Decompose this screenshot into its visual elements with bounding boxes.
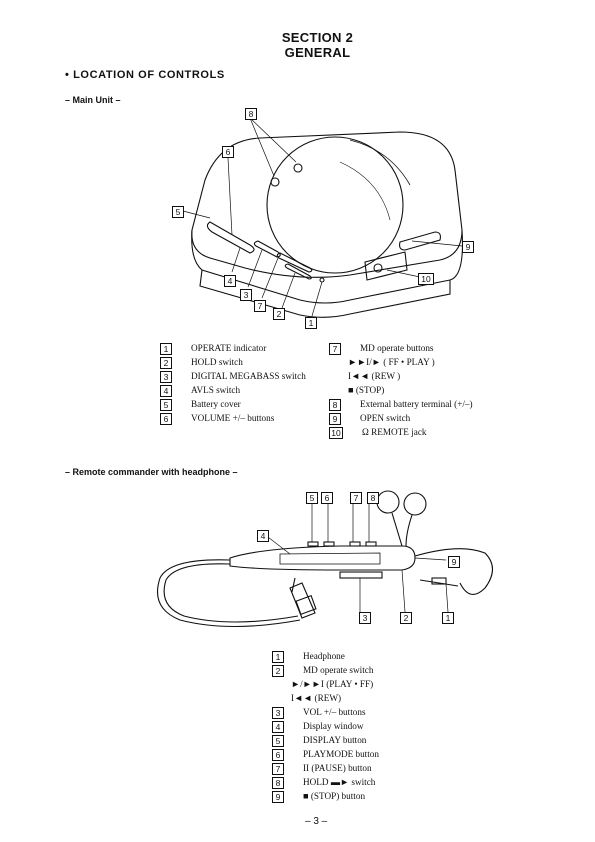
legend-num: 8: [329, 399, 341, 411]
callout-3: 3: [240, 289, 252, 301]
legend-label: DISPLAY button: [303, 735, 367, 745]
legend-item: [272, 747, 379, 761]
legend-num: 8: [272, 777, 284, 789]
legend-label: HOLD switch: [191, 357, 243, 367]
legend-label: II (PAUSE) button: [303, 763, 372, 773]
legend-label: OPERATE indicator: [191, 343, 267, 353]
legend-item: [329, 397, 473, 411]
legend-label: PLAYMODE button: [303, 749, 379, 759]
legend-num: 6: [272, 749, 284, 761]
callout-8: 8: [245, 108, 257, 120]
remote-callout-3: 3: [359, 612, 371, 624]
callout-7: 7: [254, 300, 266, 312]
legend-item: [329, 341, 434, 355]
legend-item: [272, 761, 372, 775]
section-title: GENERAL: [284, 45, 351, 60]
legend-label: Display window: [303, 721, 364, 731]
legend-num: 3: [272, 707, 284, 719]
remote-heading: – Remote commander with headphone –: [65, 467, 238, 477]
legend-item: [272, 733, 367, 747]
legend-label: AVLS switch: [191, 385, 241, 395]
legend-label: VOLUME +/– buttons: [191, 413, 275, 423]
legend-num: 5: [272, 735, 284, 747]
legend-label: MD operate switch: [303, 665, 374, 675]
callout-6: 6: [222, 146, 234, 158]
legend-label: Battery cover: [191, 399, 241, 409]
location-heading: • LOCATION OF CONTROLS: [65, 69, 225, 81]
legend-num: 2: [160, 357, 172, 369]
legend-item: [272, 705, 366, 719]
remote-callout-9: 9: [448, 556, 460, 568]
main-unit-illustration: [150, 110, 480, 340]
page-number: – 3 –: [305, 816, 328, 827]
callout-9: 9: [462, 241, 474, 253]
legend-item: [329, 425, 427, 439]
legend-label: HOLD ▬► switch: [303, 777, 376, 787]
legend-num: 7: [329, 343, 341, 355]
legend-label: I◄◄ (REW): [291, 693, 342, 703]
legend-item: [160, 369, 306, 383]
remote-callout-4: 4: [257, 530, 269, 542]
legend-label: Ω REMOTE jack: [362, 427, 427, 437]
legend-label: Headphone: [303, 651, 345, 661]
remote-callout-6: 6: [321, 492, 333, 504]
legend-num: 1: [160, 343, 172, 355]
remote-callout-1: 1: [442, 612, 454, 624]
legend-label: ►►I/► ( FF • PLAY ): [348, 357, 435, 367]
remote-legend: [272, 649, 472, 805]
legend-item: [160, 355, 243, 369]
legend-num: 3: [160, 371, 172, 383]
callout-2: 2: [273, 308, 285, 320]
legend-num: 2: [272, 665, 284, 677]
main-unit-legend-left: [160, 341, 330, 431]
legend-num: 7: [272, 763, 284, 775]
callout-10: 10: [418, 273, 434, 285]
legend-item: [272, 663, 374, 677]
main-unit-heading: – Main Unit –: [65, 95, 121, 105]
legend-num: 9: [329, 413, 341, 425]
legend-item: [160, 411, 275, 425]
legend-num: 1: [272, 651, 284, 663]
legend-num: 9: [272, 791, 284, 803]
legend-label: External battery terminal (+/–): [360, 399, 473, 409]
legend-item: [272, 775, 376, 789]
legend-item: [160, 397, 241, 411]
legend-num: 4: [160, 385, 172, 397]
remote-callout-2: 2: [400, 612, 412, 624]
legend-num: 6: [160, 413, 172, 425]
legend-label: DIGITAL MEGABASS switch: [191, 371, 306, 381]
legend-label: MD operate buttons: [360, 343, 434, 353]
callout-4: 4: [224, 275, 236, 287]
legend-item: [272, 649, 345, 663]
main-unit-legend-right: [329, 341, 529, 441]
legend-num: 5: [160, 399, 172, 411]
remote-callout-8: 8: [367, 492, 379, 504]
legend-label: VOL +/– buttons: [303, 707, 366, 717]
section-number: SECTION 2: [281, 30, 354, 45]
legend-num: 4: [272, 721, 284, 733]
legend-item: [160, 383, 241, 397]
legend-item: [272, 789, 366, 803]
legend-num: 10: [329, 427, 343, 439]
callout-1: 1: [305, 317, 317, 329]
callout-5: 5: [172, 206, 184, 218]
remote-callout-5: 5: [306, 492, 318, 504]
legend-label: I◄◄ (REW ): [348, 371, 401, 381]
legend-label: ■ (STOP): [348, 385, 385, 395]
legend-label: OPEN switch: [360, 413, 411, 423]
legend-label: ■ (STOP) button: [303, 791, 366, 801]
legend-item: [272, 719, 364, 733]
legend-label: ►/►►I (PLAY • FF): [291, 679, 374, 689]
legend-item: [160, 341, 267, 355]
legend-item: [329, 411, 411, 425]
remote-callout-7: 7: [350, 492, 362, 504]
